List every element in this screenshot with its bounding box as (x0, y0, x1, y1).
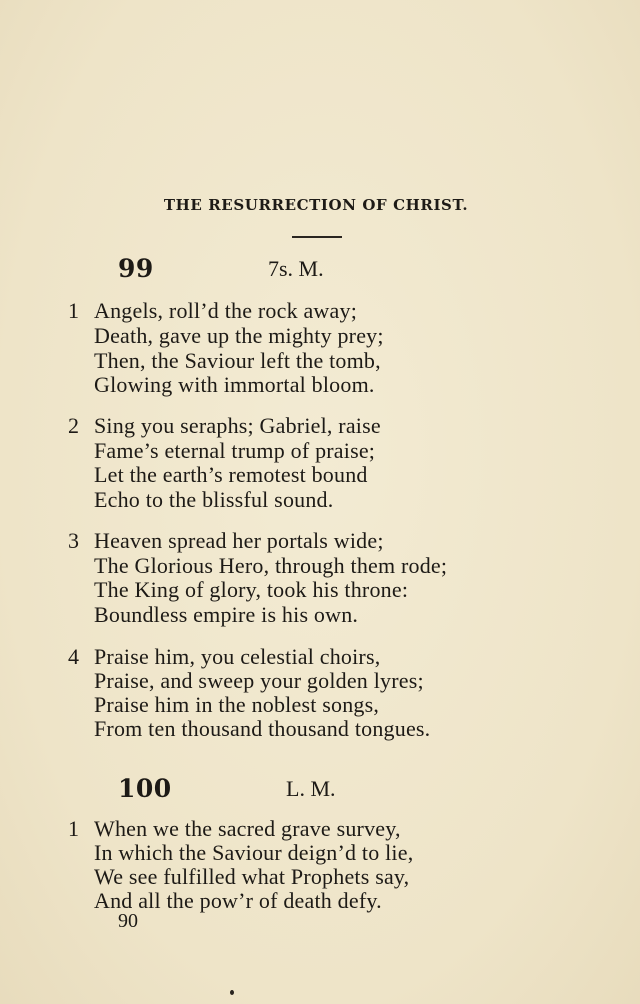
verse-line: When we the sacred grave survey, (94, 816, 401, 841)
verse-line: Let the earth’s remotest bound (94, 462, 368, 487)
verse-line: From ten thousand thousand tongues. (94, 716, 431, 741)
verse-line: Praise him, you celestial choirs, (94, 644, 381, 669)
verse-line: We see fulfilled what Prophets say, (94, 864, 410, 889)
hymn-meter: 7s. M. (268, 256, 324, 281)
verse-line: Then, the Saviour left the tomb, (94, 348, 381, 373)
verse-line: Death, gave up the mighty prey; (94, 323, 384, 348)
ink-speck (230, 990, 234, 995)
verse-line: Heaven spread her portals wide; (94, 528, 384, 553)
hymn-meter: L. M. (286, 776, 336, 801)
verse-line: Glowing with immortal bloom. (94, 372, 375, 397)
verse-line: And all the pow’r of death defy. (94, 888, 382, 913)
verse-number: 1 (68, 816, 79, 841)
verse-line: Fame’s eternal trump of praise; (94, 438, 376, 463)
verse-number: 1 (68, 298, 79, 323)
verse-line: Praise him in the noblest songs, (94, 692, 380, 717)
verse-number: 2 (68, 413, 79, 438)
title-rule (292, 236, 342, 238)
verse-line: In which the Saviour deign’d to lie, (94, 840, 414, 865)
verse-line: Angels, roll’d the rock away; (94, 298, 358, 323)
hymn-number: 100 (118, 774, 172, 803)
verse-line: Praise, and sweep your golden lyres; (94, 668, 424, 693)
verse-line: The King of glory, took his throne: (94, 577, 409, 602)
verse-line: Sing you seraphs; Gabriel, raise (94, 413, 381, 438)
verse-line: Boundless empire is his own. (94, 602, 359, 627)
verse-line: Echo to the blissful sound. (94, 487, 334, 512)
running-head: THE RESURRECTION OF CHRIST. (163, 196, 469, 214)
verse-number: 3 (68, 528, 79, 553)
verse-line: The Glorious Hero, through them rode; (94, 553, 448, 578)
hymn-number: 99 (118, 254, 154, 283)
verse-number: 4 (68, 644, 79, 669)
page-number: 90 (118, 910, 138, 932)
